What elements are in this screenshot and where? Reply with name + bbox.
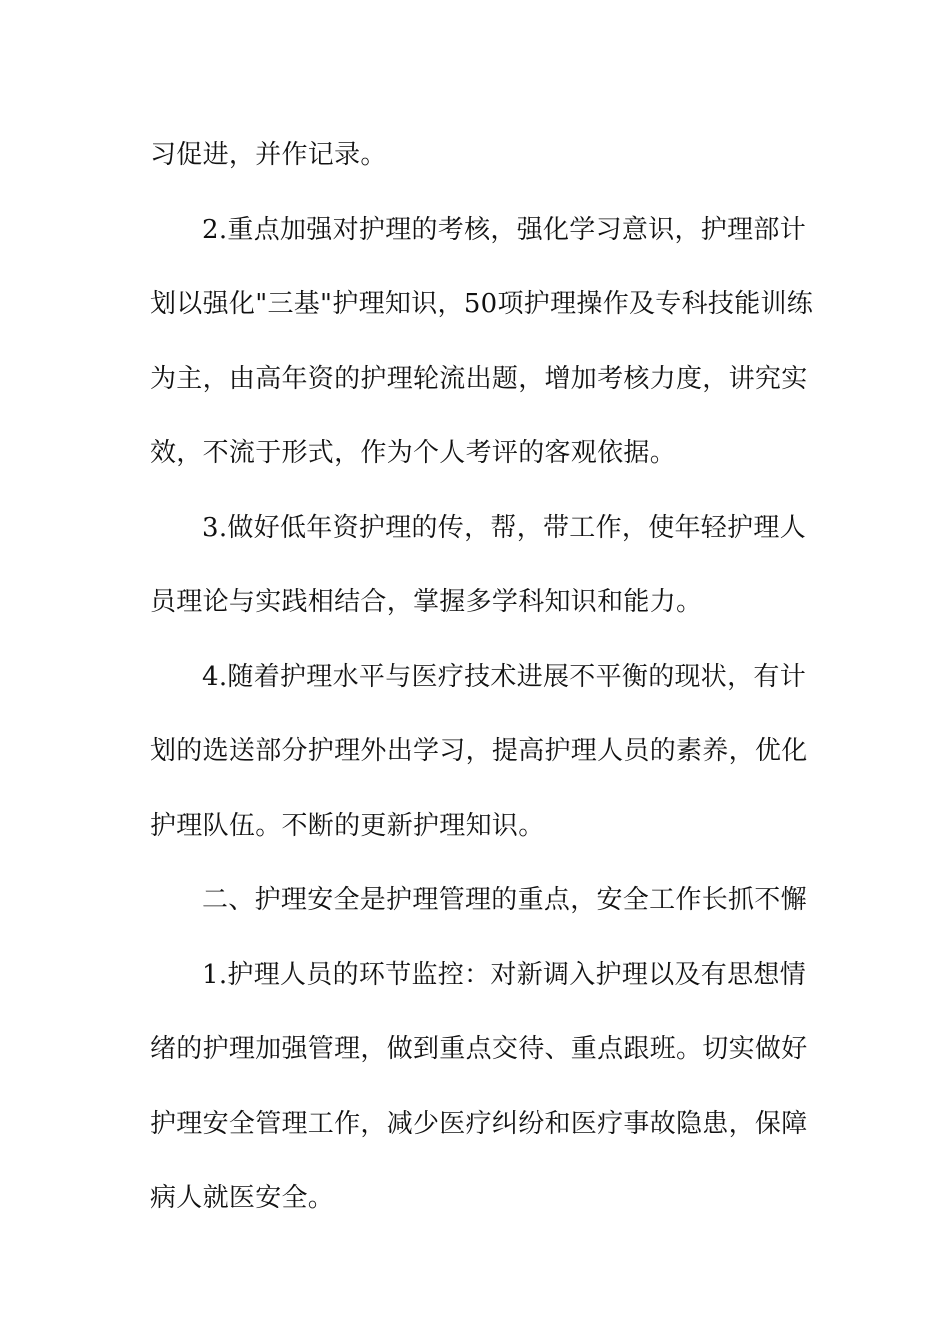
section-heading: 二、护理安全是护理管理的重点，安全工作长抓不懈	[202, 885, 807, 915]
paragraph-line: 划以强化"三基"护理知识，50项护理操作及专科技能训练	[150, 289, 814, 319]
paragraph-line: 绪的护理加强管理，做到重点交待、重点跟班。切实做好	[150, 1034, 808, 1064]
paragraph-line: 为主，由高年资的护理轮流出题，增加考核力度，讲究实	[150, 363, 808, 394]
paragraph-line: 习促进，并作记录。	[150, 140, 387, 170]
paragraph-line: 效，不流于形式，作为个人考评的客观依据。	[150, 438, 677, 468]
paragraph-line: 护理队伍。不断的更新护理知识。	[150, 810, 545, 841]
paragraph-line: 划的选送部分护理外出学习，提高护理人员的素养，优化	[150, 736, 808, 766]
paragraph-line: 病人就医安全。	[150, 1183, 335, 1213]
document-body	[150, 118, 814, 1236]
paragraph-line: 2.重点加强对护理的考核，强化学习意识，护理部计	[202, 214, 807, 245]
paragraph-line: 4.随着护理水平与医疗技术进展不平衡的现状，有计	[202, 661, 807, 692]
paragraph-line: 员理论与实践相结合，掌握多学科知识和能力。	[150, 587, 703, 617]
paragraph-line: 护理安全管理工作，减少医疗纠纷和医疗事故隐患，保障	[150, 1108, 808, 1139]
paragraph-line: 1.护理人员的环节监控：对新调入护理以及有思想情	[202, 959, 807, 990]
paragraph-line: 3.做好低年资护理的传，帮，带工作，使年轻护理人	[202, 512, 807, 543]
